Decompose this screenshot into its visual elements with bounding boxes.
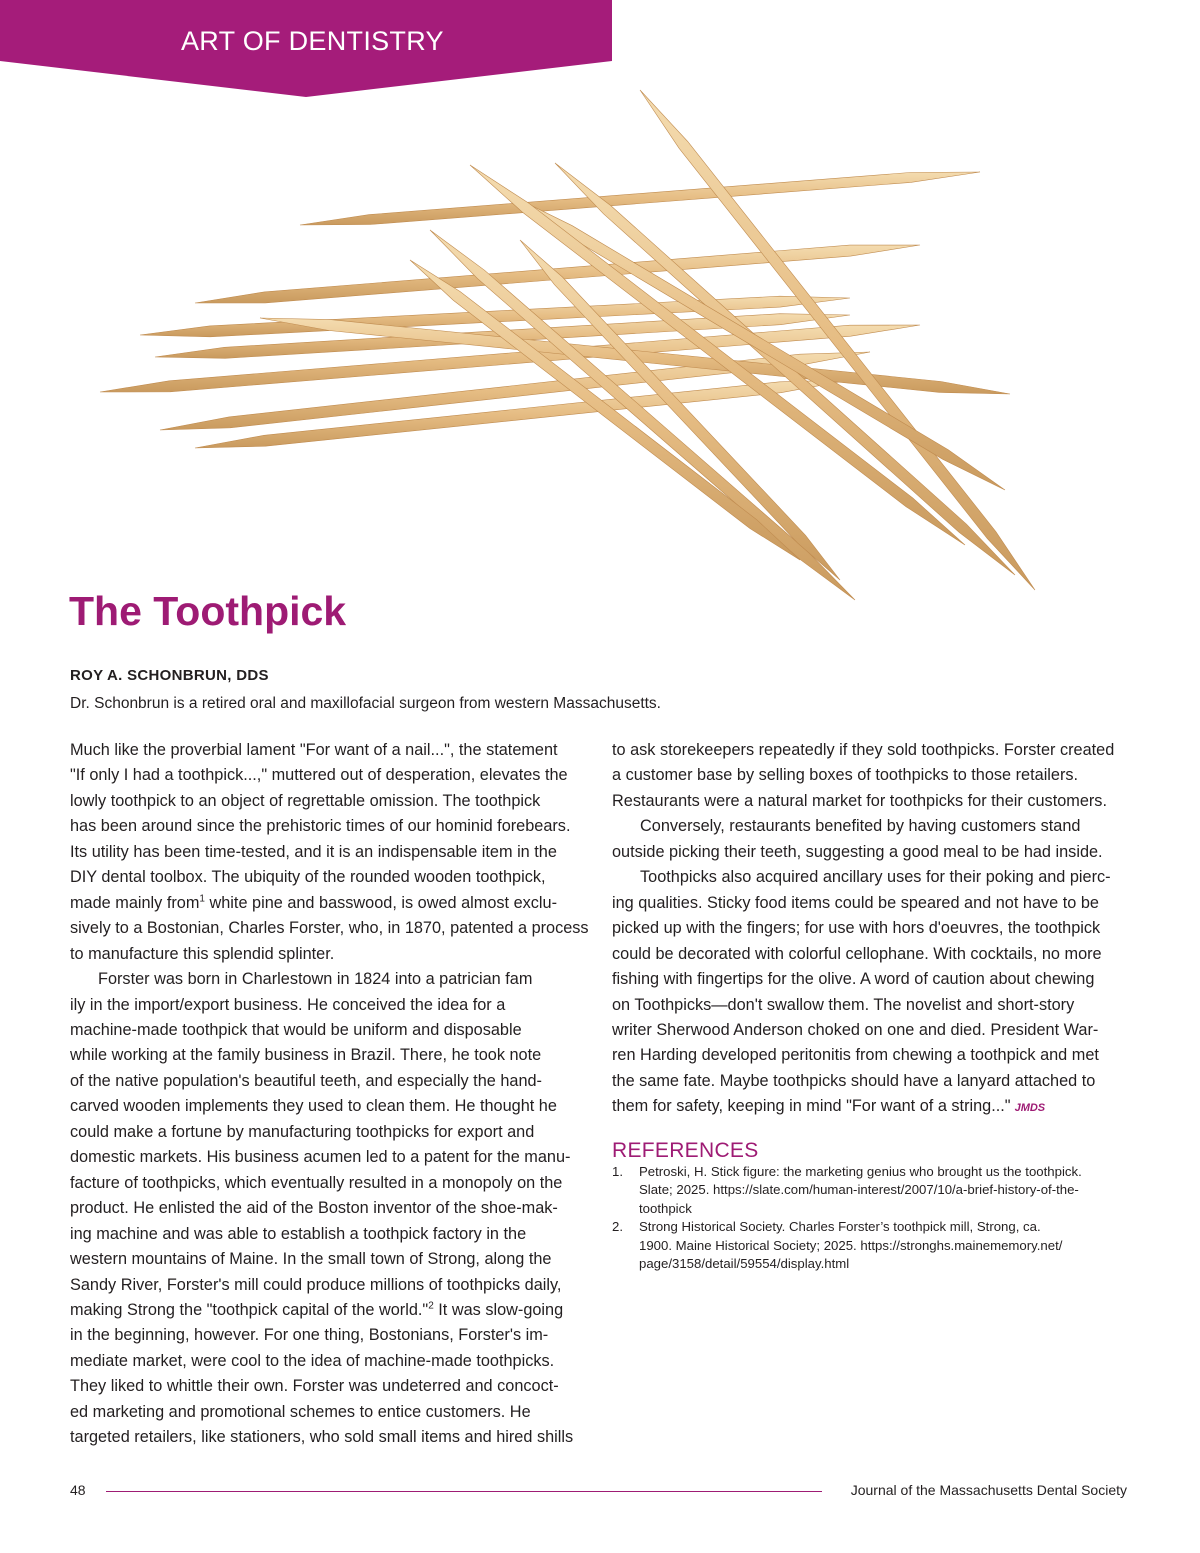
reference-item — [612, 1218, 1152, 1273]
body-line: to manufacture this splendid splinter. — [70, 944, 335, 963]
body-line: carved wooden implements they used to clean them. He thought he — [70, 1097, 557, 1116]
reference-link[interactable]: page/3158/detail/59554/display.html — [639, 1256, 850, 1272]
body-line: ing qualities. Sticky food items could be speared and not have to be — [612, 893, 1099, 912]
author-name: ROY A. SCHONBRUN, DDS — [70, 667, 269, 684]
body-line: Restaurants were a natural market for toothpicks for their customers. — [612, 791, 1107, 810]
body-text: made mainly from — [70, 893, 200, 912]
author-bio: Dr. Schonbrun is a retired oral and maxillofacial surgeon from western Massachusetts. — [70, 695, 661, 712]
body-text: It was slow-going — [438, 1300, 564, 1319]
reference-item — [612, 1163, 1152, 1218]
body-column-right — [612, 738, 1137, 1122]
reference-marker[interactable]: 2 — [428, 1300, 434, 1312]
body-line: could be decorated with colorful cellophane. With cocktails, no more — [612, 944, 1102, 963]
body-line: DIY dental toolbox. The ubiquity of the rounded wooden toothpick, — [70, 868, 546, 887]
journal-name: Journal of the Massachusetts Dental Society — [850, 1482, 1127, 1498]
body-line: product. He enlisted the aid of the Boston inventor of the shoe-mak- — [70, 1199, 558, 1218]
toothpicks-photo — [0, 80, 1200, 620]
reference-link[interactable]: Slate; 2025. https://slate.com/human-interest/2007/10/a-brief-history-of-the- — [639, 1182, 1079, 1198]
body-line: ing machine and was able to establish a toothpick factory in the — [70, 1224, 527, 1243]
reference-number: 2. — [612, 1219, 623, 1235]
reference-number: 1. — [612, 1164, 623, 1179]
body-line: ren Harding developed peritonitis from chewing a toothpick and met — [612, 1046, 1099, 1065]
body-line: writer Sherwood Anderson choked on one and died. President War- — [612, 1020, 1099, 1039]
body-line: while working at the family business in Brazil. There, he took note — [70, 1046, 542, 1065]
body-line: picked up with the fingers; for use with hors d'oeuvres, the toothpick — [612, 919, 1101, 938]
toothpicks-illustration — [0, 80, 1200, 620]
footer-divider — [106, 1491, 822, 1492]
article-title: The Toothpick — [69, 588, 347, 634]
body-line: targeted retailers, like stationers, who sold small items and hired shills — [70, 1428, 574, 1447]
body-line: in the beginning, however. For one thing, Bostonians, Forster's im- — [70, 1326, 549, 1345]
body-line: "If only I had a toothpick...," muttered out of desperation, elevates the — [70, 766, 568, 785]
body-line: has been around since the prehistoric times of our hominid forebears. — [70, 817, 571, 836]
body-line: ily in the import/export business. He conceived the idea for a — [70, 995, 506, 1014]
body-line: the same fate. Maybe toothpicks should have a lanyard attached to — [612, 1071, 1096, 1090]
reference-link[interactable]: 1900. Maine Historical Society; 2025. https://stronghs.mainememory.net/ — [639, 1237, 1063, 1253]
reference-link[interactable]: toothpick — [639, 1200, 692, 1216]
body-line: to ask storekeepers repeatedly if they sold toothpicks. Forster created — [612, 741, 1115, 759]
reference-marker[interactable]: 1 — [199, 893, 205, 905]
reference-line: Strong Historical Society. Charles Forster’s toothpick mill, Strong, ca. — [639, 1219, 1041, 1235]
body-column-left — [70, 738, 600, 1451]
body-line: Its utility has been time-tested, and it is an indispensable item in the — [70, 842, 557, 861]
toothpick-shape — [300, 172, 980, 225]
body-line — [70, 891, 600, 916]
body-line: could make a fortune by manufacturing toothpicks for export and — [70, 1122, 535, 1141]
body-line — [612, 1094, 1137, 1121]
section-label: ART OF DENTISTRY — [181, 26, 444, 56]
body-line: a customer base by selling boxes of toothpicks to those retailers. — [612, 766, 1079, 785]
body-line: western mountains of Maine. In the small town of Strong, along the — [70, 1250, 552, 1269]
body-line: sively to a Bostonian, Charles Forster, who, in 1870, patented a process — [70, 919, 589, 938]
body-line: outside picking their teeth, suggesting a good meal to be had inside. — [612, 842, 1103, 861]
body-text: making Strong the "toothpick capital of the world." — [70, 1300, 429, 1319]
body-line: lowly toothpick to an object of regrettable omission. The toothpick — [70, 791, 541, 810]
body-line: Sandy River, Forster's mill could produce millions of toothpicks daily, — [70, 1275, 562, 1294]
end-mark: JMDS — [1014, 1102, 1046, 1115]
page-number: 48 — [70, 1482, 86, 1498]
body-text: them for safety, keeping in mind "For want of a string..." — [612, 1097, 1011, 1116]
body-line: Conversely, restaurants benefited by having customers stand — [640, 817, 1081, 836]
body-line: of the native population's beautiful teeth, and especially the hand- — [70, 1071, 542, 1090]
body-line: Much like the proverbial lament "For want of a nail...", the statement — [70, 741, 558, 759]
body-line: on Toothpicks—don't swallow them. The novelist and short-story — [612, 995, 1075, 1014]
references-heading: REFERENCES — [612, 1139, 759, 1162]
body-line: facture of toothpicks, which eventually resulted in a monopoly on the — [70, 1173, 563, 1192]
body-line: domestic markets. His business acumen led to a patent for the manu- — [70, 1148, 571, 1167]
body-line: They liked to whittle their own. Forster was undeterred and concoct- — [70, 1377, 559, 1396]
body-line: machine-made toothpick that would be uniform and disposable — [70, 1020, 522, 1039]
body-line: ed marketing and promotional schemes to entice customers. He — [70, 1402, 531, 1421]
body-text: white pine and basswood, is owed almost exclu- — [209, 893, 558, 912]
body-line — [70, 1298, 600, 1323]
body-line: mediate market, were cool to the idea of machine-made toothpicks. — [70, 1351, 555, 1370]
body-line: Toothpicks also acquired ancillary uses for their poking and pierc- — [640, 868, 1111, 887]
reference-line: Petroski, H. Stick figure: the marketing genius who brought us the toothpick. — [639, 1164, 1082, 1179]
body-line: fishing with fingertips for the olive. A word of caution about chewing — [612, 970, 1095, 989]
references-list — [612, 1163, 1152, 1273]
body-line: Forster was born in Charlestown in 1824 into a patrician fam — [98, 970, 533, 989]
